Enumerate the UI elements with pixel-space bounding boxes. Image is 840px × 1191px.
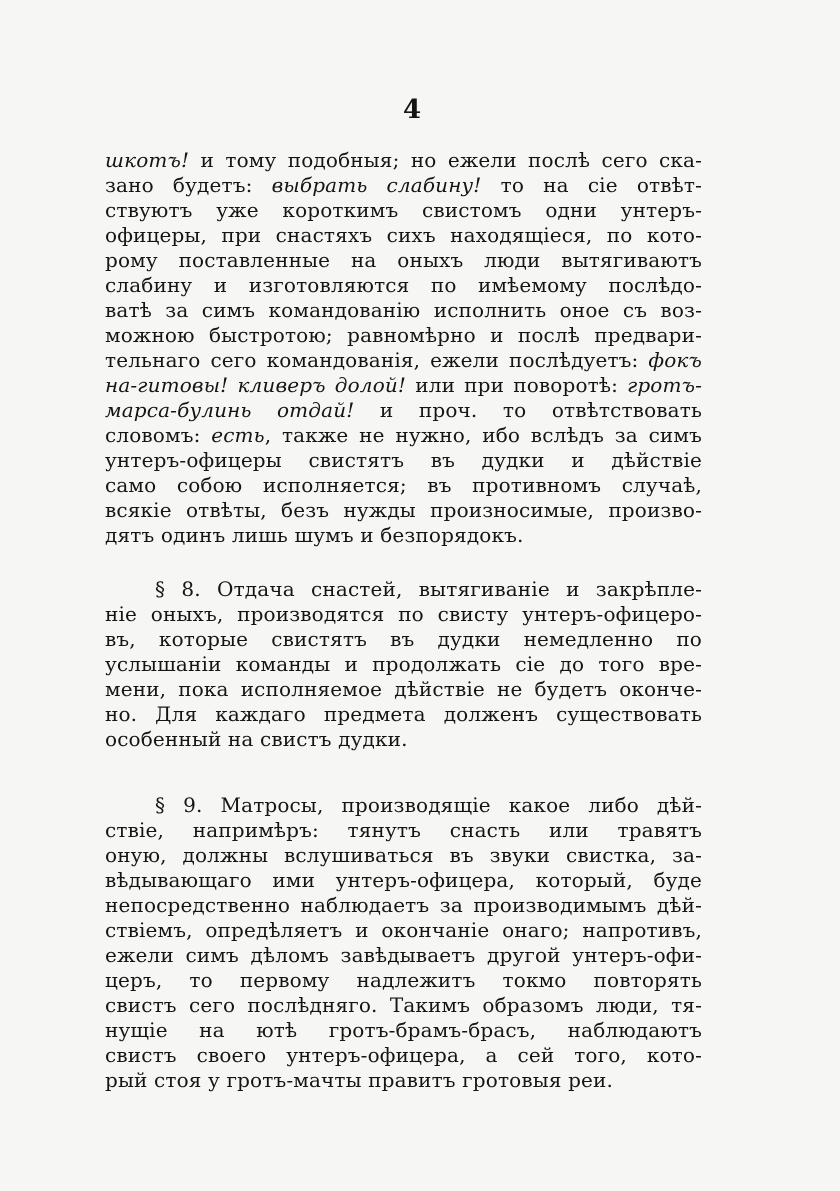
italic-text: есть <box>211 423 265 447</box>
text-line <box>105 398 702 423</box>
paragraph-section-9 <box>105 793 702 1093</box>
text-line <box>105 627 702 652</box>
text-segment: тельнаго сего командованія, ежели послѣдуетъ: <box>105 348 649 372</box>
text-line <box>105 373 702 398</box>
text-segment: § 8. Отдача снастей, вытягиваніе и закрѣпле- <box>155 577 702 601</box>
text-line <box>105 148 702 173</box>
text-segment: свистъ своего унтеръ-офицера, а сей того, кото- <box>105 1043 702 1067</box>
text-segment: можною быстротою; равномѣрно и послѣ предвари- <box>105 323 702 347</box>
text-segment: ежели симъ дѣломъ завѣдываетъ другой унтеръ-офи- <box>105 943 702 967</box>
text-line <box>105 652 702 677</box>
text-line <box>105 918 702 943</box>
text-line <box>105 727 702 752</box>
text-line <box>105 323 702 348</box>
text-segment: свистъ сего послѣдняго. Такимъ образомъ люди, тя- <box>105 993 702 1017</box>
text-segment: мени, пока исполняемое дѣйствіе не будетъ оконче- <box>105 677 702 701</box>
text-line <box>105 448 702 473</box>
text-segment: всякіе отвѣты, безъ нужды произносимые, произво- <box>105 498 702 522</box>
text-segment: словомъ: <box>105 423 212 447</box>
text-segment: непосредственно наблюдаетъ за производимымъ дѣй- <box>105 893 702 917</box>
text-line <box>105 843 702 868</box>
text-segment: церъ, то первому надлежитъ токмо повторять <box>105 968 702 992</box>
text-line <box>105 1068 702 1093</box>
text-line <box>105 868 702 893</box>
italic-text: гротъ- <box>627 373 702 397</box>
text-segment: особенный на свистъ дудки. <box>105 727 408 751</box>
text-segment: дятъ одинъ лишь шумъ и безпорядокъ. <box>105 523 524 547</box>
text-line <box>105 523 702 548</box>
text-line <box>105 943 702 968</box>
text-segment: рому поставленные на оныхъ люди вытягиваютъ <box>105 248 702 272</box>
text-segment: офицеры, при снастяхъ сихъ находящіеся, по кото- <box>105 223 702 247</box>
italic-text: шкотъ! <box>105 148 190 172</box>
text-segment: , также не нужно, ибо вслѣдъ за симъ <box>264 423 702 447</box>
text-segment: нущіе на ютѣ гротъ-брамъ-брасъ, наблюдаютъ <box>105 1018 702 1042</box>
text-line <box>105 248 702 273</box>
text-segment: и проч. то отвѣтствовать <box>354 398 702 422</box>
text-segment: слабину и изготовляются по имѣемому послѣдо- <box>105 273 702 297</box>
text-line <box>105 602 702 627</box>
text-line <box>105 423 702 448</box>
italic-text: фокъ <box>648 348 702 372</box>
text-line <box>105 1018 702 1043</box>
text-line <box>105 473 702 498</box>
paragraph-continuation <box>105 148 702 548</box>
text-segment: оную, должны вслушиваться въ звуки свистка, за- <box>105 843 702 867</box>
italic-text: на-гитовы! кливеръ долой! <box>105 373 407 397</box>
text-line <box>105 173 702 198</box>
text-segment: ствуютъ уже короткимъ свистомъ одни унтеръ- <box>105 198 702 222</box>
text-segment: рый стоя у гротъ-мачты правитъ гротовыя реи. <box>105 1068 614 1092</box>
text-segment: зано будетъ: <box>105 173 272 197</box>
text-line <box>105 818 702 843</box>
text-line <box>105 702 702 727</box>
text-line <box>105 273 702 298</box>
text-line <box>105 1043 702 1068</box>
text-segment: и тому подобныя; но ежели послѣ сего ска- <box>189 148 702 172</box>
text-line <box>105 968 702 993</box>
text-segment: § 9. Матросы, производящіе какое либо дѣй- <box>155 793 702 817</box>
text-segment: услышаніи команды и продолжать сіе до того вре- <box>105 652 702 676</box>
text-line <box>105 298 702 323</box>
text-line <box>105 498 702 523</box>
text-line <box>105 348 702 373</box>
text-line <box>105 577 702 602</box>
text-line <box>105 677 702 702</box>
text-segment: ватѣ за симъ командованію исполнить оное съ воз- <box>105 298 702 322</box>
text-segment: ствіемъ, опредѣляетъ и окончаніе онаго; напротивъ, <box>105 918 702 942</box>
text-segment: само собою исполняется; въ противномъ случаѣ, <box>105 473 702 497</box>
text-line <box>105 223 702 248</box>
text-segment: ніе оныхъ, производятся по свисту унтеръ-офицеро- <box>105 602 702 626</box>
text-line <box>105 893 702 918</box>
paragraph-section-8 <box>105 577 702 752</box>
text-line <box>105 993 702 1018</box>
text-segment: унтеръ-офицеры свистятъ въ дудки и дѣйствіе <box>105 448 702 472</box>
text-line <box>105 793 702 818</box>
italic-text: марса-булинь отдай! <box>105 398 355 422</box>
text-segment: или при поворотѣ: <box>406 373 628 397</box>
italic-text: выбрать слабину! <box>271 173 482 197</box>
text-segment: въ, которые свистятъ въ дудки немедленно по <box>105 627 702 651</box>
text-segment: но. Для каждаго предмета долженъ существовать <box>105 702 702 726</box>
text-segment: ствіе, напримѣръ: тянутъ снасть или травятъ <box>105 818 702 842</box>
text-segment: то на сіе отвѣт- <box>481 173 702 197</box>
text-line <box>105 198 702 223</box>
text-segment: вѣдывающаго ими унтеръ-офицера, который, буде <box>105 868 702 892</box>
page-number: 4 <box>402 95 422 125</box>
